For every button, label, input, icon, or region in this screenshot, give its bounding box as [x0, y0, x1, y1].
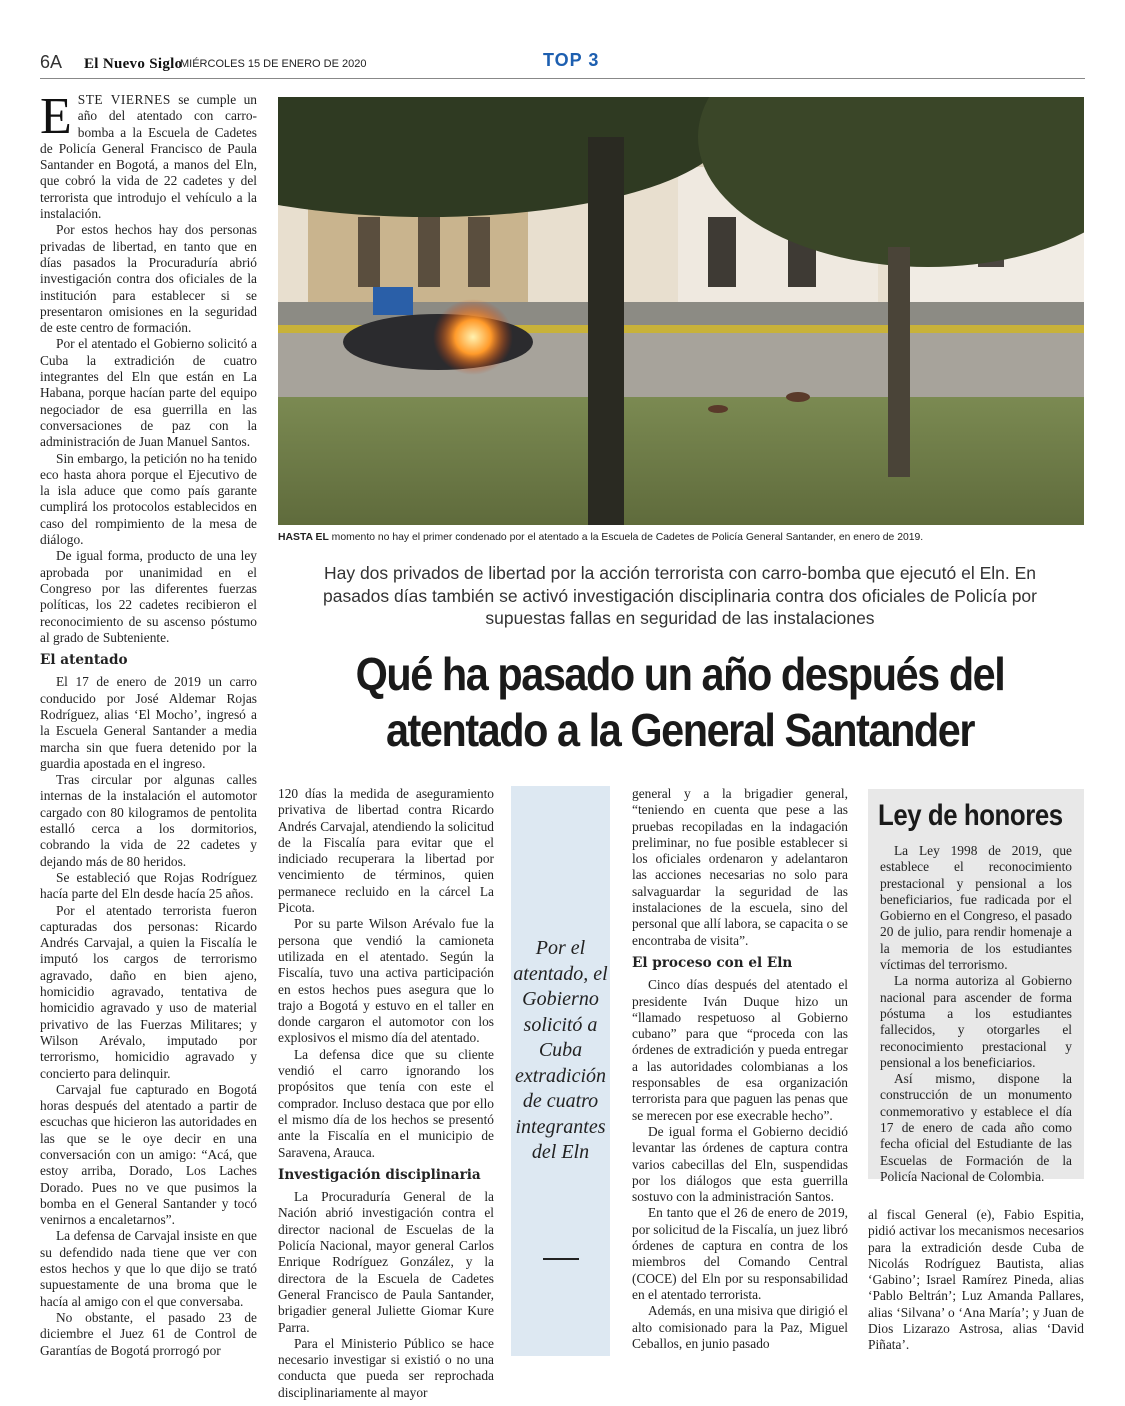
paragraph: Además, en una misiva que dirigió el alto comisionado para la Paz, Miguel Ceballos, en junio pasado [632, 1303, 848, 1351]
subheading: El proceso con el Eln [632, 954, 793, 971]
paragraph: En tanto que el 26 de enero de 2019, por solicitud de la Fiscalía, un juez libró órdenes de captura en contra de los miembros del Comando Central (COCE) del Eln por su responsabilidad en el atentado terrorista. [632, 1205, 848, 1302]
sidebar-box [868, 789, 1084, 1184]
paragraph: Por el atentado terrorista fueron capturadas dos personas: Ricardo Andrés Carvajal, a quien la Fiscalía le imputó los cargos de terrorismo agravado, daño en bien ajeno, homicidio agravado, tentativa de homicidio agravado y uso de material privativo de las Fuerzas Militares; y Wilson Arévalo, imputado por terrorismo, homicidio agravado y concierto para delinquir. [40, 902, 257, 1081]
paragraph: La Ley 1998 de 2019, que establece el reconocimiento prestacional y pensional a los beneficiarios, fue radicada por el Gobierno en el Congreso, el pasado 20 de julio, para rendir homenaje a la memoria de los estudiantes víctimas del terrorismo. [880, 843, 1072, 973]
paragraph: Por su parte Wilson Arévalo fue la persona que vendió la camioneta utilizada en el atentado. Según la Fiscalía, tuvo una activa participación en estos hechos pues asegura que lo trajo a Bogotá y estuvo en el taller en donde cargaron el automotor con los explosivos el mismo día del atentado. [278, 916, 494, 1046]
pull-quote [511, 786, 610, 1356]
paragraph: Así mismo, dispone la construcción de un monumento conmemorativo y establece el día 17 de enero de cada año como fecha oficial del Estudiante de las Escuelas de Formación de la Policía Nacional de Colombia. [880, 1071, 1072, 1184]
page-header [40, 52, 1085, 79]
article-column-2 [278, 786, 494, 1401]
page-number: 6A [40, 52, 63, 72]
newspaper-logo: El Nuevo Siglo [84, 56, 183, 72]
paragraph: De igual forma el Gobierno decidió levantar las órdenes de captura contra varios cabecillas del Eln, suspendidas por los diálogos que esta guerrilla sostuvo con la administración Santos. [632, 1123, 848, 1205]
drop-cap: E [40, 88, 72, 145]
article-column-4 [868, 1207, 1084, 1354]
paragraph: Se estableció que Rojas Rodríguez hacía parte del Eln desde hacía 25 años. [40, 869, 257, 902]
paragraph: Cinco días después del atentado el presidente Iván Duque hizo un “llamado respetuoso al Gobierno cubano” para que “proceda con las órdenes de extradición y pueda entregar a las autoridades colombianas a los responsables de esa organización terrorista para que paguen las penas que se merecen por ese execrable hecho”. [632, 977, 848, 1123]
paragraph: Tras circular por algunas calles internas de la instalación el automotor cargado con 80 kilogramos de pentolita estalló cerca a los dormitorios, cobrando la vida de 22 cadetes y dejando más de 80 heridos. [40, 772, 257, 869]
article-headline: Qué ha pasado un año después del atentado a la General Santander [355, 648, 1005, 756]
paragraph: El 17 de enero de 2019 un carro conducido por José Aldemar Rojas Rodríguez, alias ‘El Mocho’, ingresó a la Escuela General Santander a media marcha sin que fuera detenido por la guardia apostada en el ingreso. [40, 674, 257, 771]
article-deck: Hay dos privados de libertad por la acción terrorista con carro-bomba que ejecutó el Eln. En pasados días también se activó investigación disciplinaria contra dos oficiales de Policía por supuestas fallas en seguridad de las instalaciones [322, 563, 1037, 628]
paragraph: Carvajal fue capturado en Bogotá horas después del atentado a partir de escuchas que hicieron las autoridades en las que se le oye decir en una conversación con un amigo: “Acá, que estoy arriba, Dorado, Los Laches Dorado. Pues no ve que pusimos la bomba en el General Santander y tocó venirnos a encaletarnos”. [40, 1081, 257, 1228]
pull-quote-text: Por el atentado, el Gobierno solicitó a Cuba extradición de cuatro integrantes del Eln [513, 937, 608, 1163]
subheading: Investigación disciplinaria [278, 1166, 481, 1183]
sidebar-title: Ley de honores [878, 799, 1063, 832]
paragraph: Para el Ministerio Público se hace necesario investigar si existió o no una conducta que pueda ser reprochada disciplinariamente al mayor [278, 1335, 494, 1400]
pull-quote-rule [543, 1258, 579, 1260]
news-photo [278, 97, 1084, 525]
article-column-3 [632, 786, 848, 1352]
paragraph: No obstante, el pasado 23 de diciembre el Juez 61 de Control de Garantías de Bogotá prorrogó por [40, 1309, 257, 1358]
subheading: El atentado [40, 652, 128, 669]
sidebar-body [880, 843, 1072, 1185]
section-label: TOP 3 [543, 50, 600, 70]
paragraph: general y a la brigadier general, “teniendo en cuenta que pese a las pruebas recopiladas en la indagación preliminar, no fue posible establecer si los oficiales ordenaron y adelantaron las acciones necesarias no solo para salvaguardar la seguridad de las instalaciones de la escuela, sino del personal que allí labora, se capacita o se encontraba de visita”. [632, 786, 848, 948]
issue-date: MIÉRCOLES 15 DE ENERO DE 2020 [180, 58, 367, 70]
paragraph: al fiscal General (e), Fabio Espitia, pidió activar los mecanismos necesarios para la extradición desde Cuba de Nicolás Rodríguez Bautista, alias ‘Gabino’; Israel Ramírez Pineda, alias ‘Pablo Beltrán’; Luz Amanda Pallares, alias ‘Silvana’ o ‘Ana María’; y Juan de Dios Lizarazo Astrosa, alias ‘David Piñata’. [868, 1207, 1084, 1353]
paragraph: La defensa de Carvajal insiste en que su defendido nada tiene que ver con estos hechos y que lo que dijo se trató supuestamente de una broma que le hacía al amigo con el que conversaba. [40, 1228, 257, 1309]
paragraph: Sin embargo, la petición no ha tenido eco hasta ahora porque el Ejecutivo de la isla aduce que como país garante cumplirá los protocolos establecidos en caso del rompimiento de la mesa de diálogo. [40, 450, 257, 548]
lead-paragraph: ESTE VIERNES se cumple un año del atentado con carro-bomba a la Escuela de Cadetes de Policía General Francisco de Paula Santander en Bogotá, a manos del Eln, que cobró la vida de 22 cadetes y del terrorista que introdujo el vehículo a la instalación. [40, 88, 257, 222]
paragraph: La Procuraduría General de la Nación abrió investigación contra el director nacional de Escuelas de la Policía Nacional, mayor general Carlos Enrique Rodríguez González, y la directora de la Escuela de Cadetes General Francisco de Paula Santander, brigadier general Juliette Giomar Kure Parra. [278, 1189, 494, 1335]
paragraph: Por el atentado el Gobierno solicitó a Cuba la extradición de cuatro integrantes del Eln que están en La Habana, porque hacían parte del equipo negociador de esa guerrilla en las conversaciones de paz con la administración de Juan Manuel Santos. [40, 336, 257, 450]
paragraph: De igual forma, producto de una ley aprobada por unanimidad en el Congreso por las diferentes fuerzas políticas, los 22 cadetes recibieron el reconocimiento de su ascenso póstumo al grado de Subteniente. [40, 548, 257, 645]
article-column-1 [40, 88, 257, 1359]
paragraph: La defensa dice que su cliente vendió el carro ignorando los propósitos que tenía con este el comprador. Incluso destaca que por ello el mismo día de los hechos se presentó ante la Fiscalía en el municipio de Saravena, Arauca. [278, 1046, 494, 1160]
photo-caption: HASTA EL momento no hay el primer condenado por el atentado a la Escuela de Cadetes de Policía General Santander, en enero de 2019. [278, 532, 924, 543]
paragraph: 120 días la medida de aseguramiento privativa de libertad contra Ricardo Andrés Carvajal, atendiendo la solicitud de la Fiscalía para evitar que el indiciado recuperara la libertad por vencimiento de términos, quien permanece recluido en la cárcel La Picota. [278, 786, 494, 916]
paragraph: La norma autoriza al Gobierno nacional para ascender de forma póstuma a los estudiantes fallecidos, y otorgarles el reconocimiento prestacional y pensional a los beneficiarios. [880, 973, 1072, 1070]
paragraph: Por estos hechos hay dos personas privadas de libertad, en tanto que en días pasados la Procuraduría abrió investigación contra dos oficiales de la institución para establecer si se presentaron omisiones en la seguridad de este centro de formación. [40, 222, 257, 336]
